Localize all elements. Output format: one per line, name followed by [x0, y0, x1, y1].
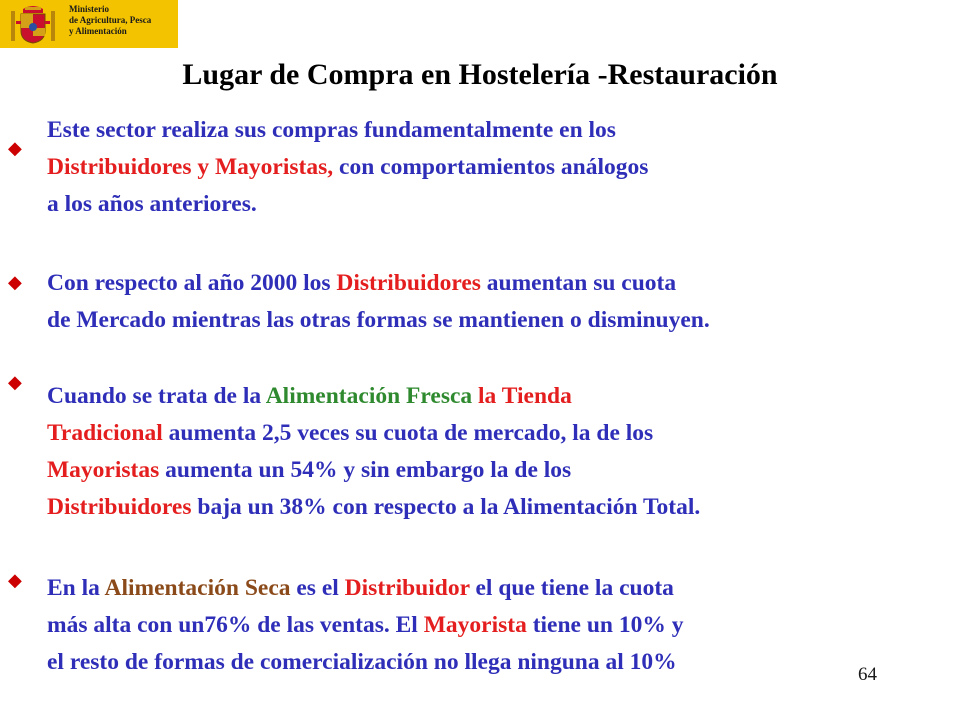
- spain-coat-of-arms-icon: [8, 3, 58, 45]
- text: es el: [290, 575, 345, 601]
- text: Cuando se trata de la: [47, 383, 266, 409]
- text: el que tiene la cuota: [469, 575, 674, 601]
- paragraph-4: [47, 570, 684, 681]
- paragraph-1-line-2: [47, 149, 648, 186]
- text: aumenta 2,5 veces su cuota de mercado, la de los: [162, 420, 654, 446]
- bullet-diamond-icon: ◆: [8, 372, 22, 393]
- paragraph-4-line-2: [47, 607, 684, 644]
- paragraph-3: [47, 378, 700, 526]
- highlight-red: Tradicional: [47, 420, 163, 446]
- highlight-red: la Tienda: [472, 383, 572, 409]
- paragraph-3-line-2: [47, 415, 700, 452]
- highlight-red: Mayoristas: [47, 457, 160, 483]
- highlight-red: Distribuidor: [344, 575, 470, 601]
- ministry-name: [69, 4, 177, 37]
- highlight-brown: Alimentación Seca: [104, 575, 291, 601]
- paragraph-1-line-3: a los años anteriores.: [47, 191, 257, 217]
- bullet-diamond-icon: ◆: [8, 138, 22, 159]
- ministry-line-1: Ministerio: [69, 4, 109, 14]
- ministry-logo: [0, 0, 178, 48]
- text: con comportamientos análogos: [333, 154, 649, 180]
- text: aumenta un 54% y sin embargo la de los: [159, 457, 572, 483]
- text: En la: [47, 575, 105, 601]
- text: aumentan su cuota: [480, 270, 677, 296]
- paragraph-1: [47, 112, 648, 223]
- text: Con respecto al año 2000 los: [47, 270, 337, 296]
- bullet-diamond-icon: ◆: [8, 272, 22, 293]
- text: baja un 38% con respecto a la Alimentación Total.: [191, 494, 701, 520]
- paragraph-3-line-4: [47, 489, 700, 526]
- paragraph-1-line-1: Este sector realiza sus compras fundamentalmente en los: [47, 117, 616, 143]
- paragraph-4-line-1: [47, 570, 684, 607]
- page-number: 64: [858, 664, 877, 685]
- highlight-red: Distribuidores: [336, 270, 481, 296]
- paragraph-2-line-2: de Mercado mientras las otras formas se mantienen o disminuyen.: [47, 307, 710, 333]
- bullet-diamond-icon: ◆: [8, 570, 22, 591]
- paragraph-3-line-3: [47, 452, 700, 489]
- text: tiene un 10% y: [526, 612, 684, 638]
- ministry-line-2: de Agricultura, Pesca: [69, 15, 152, 25]
- paragraph-4-line-3: el resto de formas de comercialización no llega ninguna al 10%: [47, 649, 677, 675]
- highlight-red: Distribuidores: [47, 494, 192, 520]
- page-title: Lugar de Compra en Hostelería -Restauración: [182, 58, 778, 91]
- text: más alta con un76% de las ventas. El: [47, 612, 424, 638]
- paragraph-3-line-1: [47, 378, 700, 415]
- highlight-red: Mayorista: [423, 612, 527, 638]
- ministry-line-3: y Alimentación: [69, 26, 127, 36]
- highlight-red: Distribuidores y Mayoristas,: [47, 154, 334, 180]
- highlight-green: Alimentación Fresca: [265, 383, 473, 409]
- paragraph-2-line-1: [47, 265, 710, 302]
- paragraph-2: [47, 265, 710, 339]
